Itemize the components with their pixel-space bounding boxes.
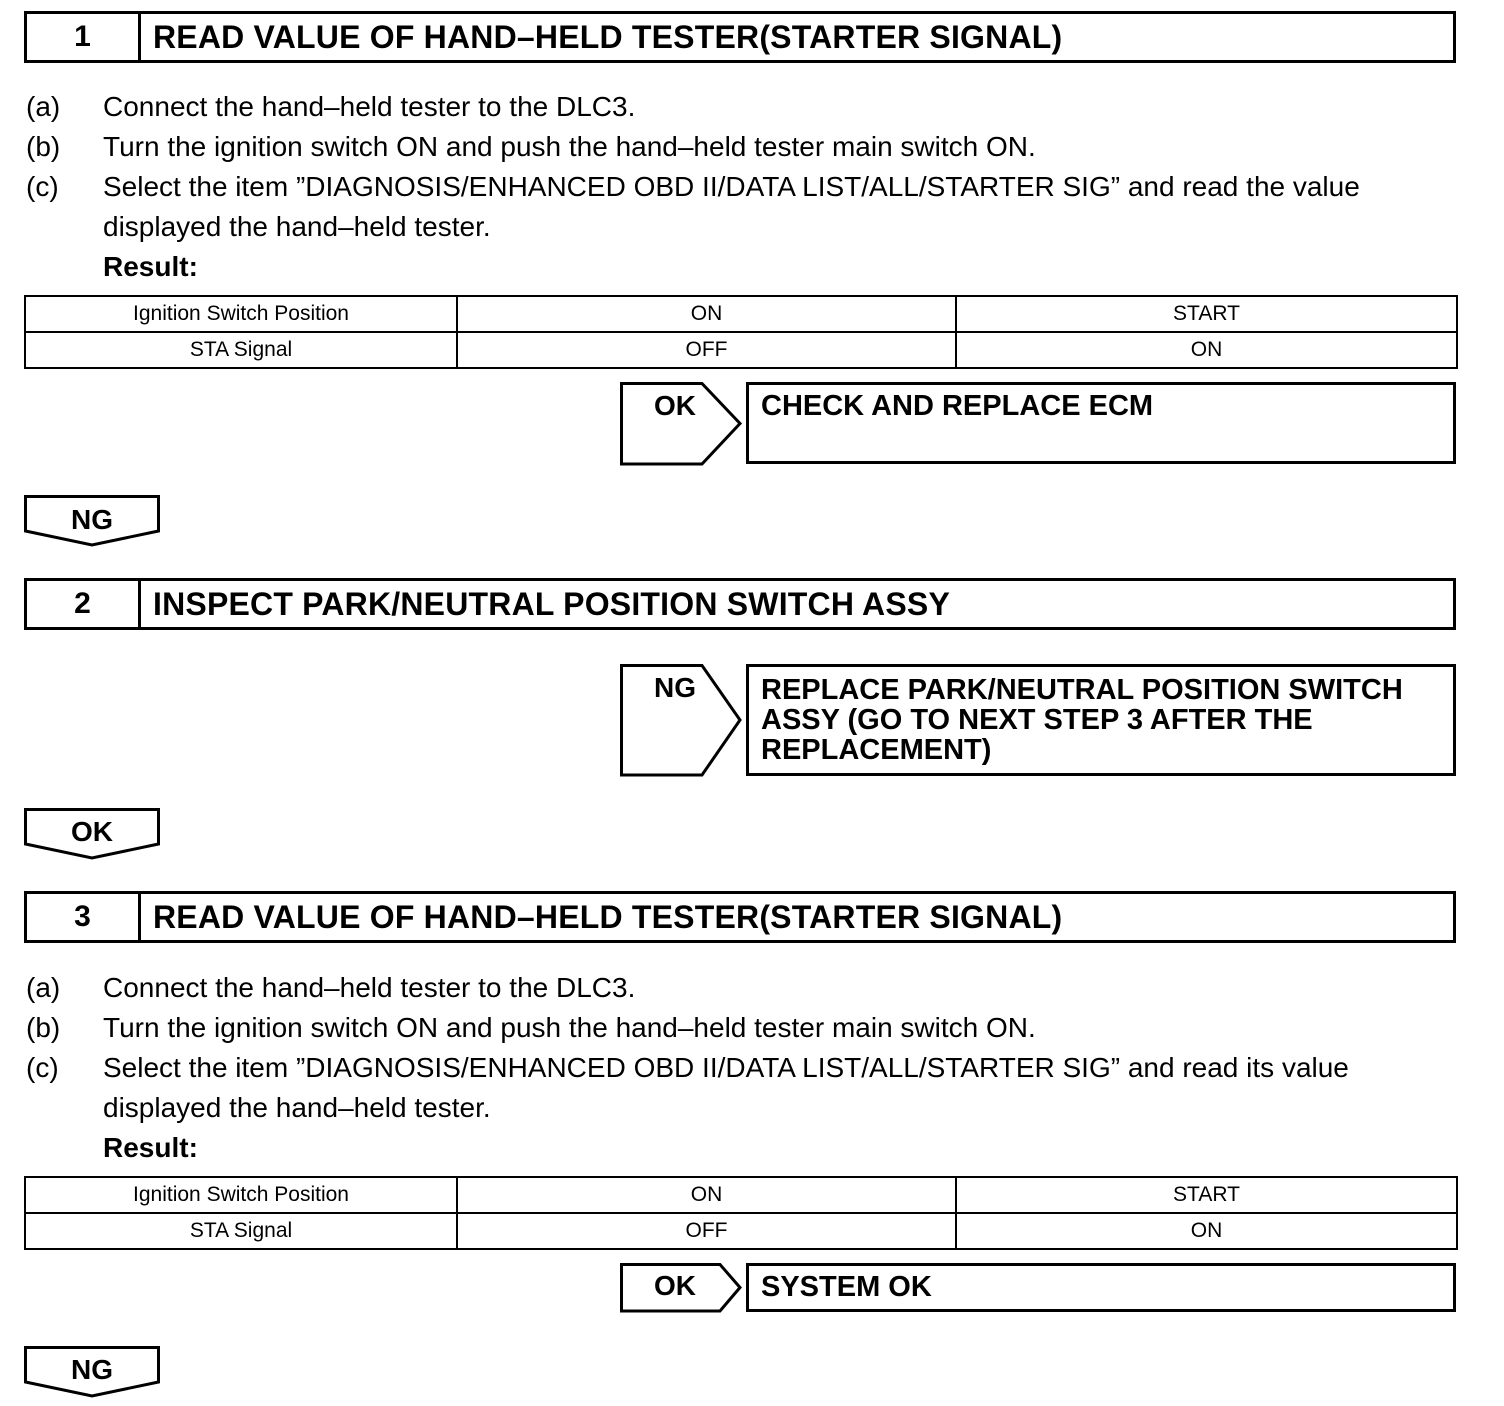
branch-label: OK	[654, 390, 696, 421]
branch-label: OK	[654, 1270, 696, 1301]
action-line: ASSY (GO TO NEXT STEP 3 AFTER THE	[761, 704, 1313, 736]
step-number: 1	[27, 14, 141, 60]
action-box	[746, 664, 1456, 776]
table-cell: Ignition Switch Position	[25, 296, 457, 332]
step-3-header	[24, 891, 1456, 943]
instruction-label: (a)	[26, 91, 61, 122]
instruction-label: (c)	[26, 171, 59, 202]
result-table	[24, 295, 1458, 369]
step-2-header	[24, 578, 1456, 630]
action-box: SYSTEM OK	[746, 1263, 1456, 1312]
action-line: REPLACEMENT)	[761, 734, 992, 766]
table-row	[25, 332, 1457, 368]
flow-label: OK	[71, 816, 113, 847]
instruction-label: (a)	[26, 972, 61, 1003]
instruction-text: Connect the hand–held tester to the DLC3.	[103, 972, 636, 1003]
table-cell: Ignition Switch Position	[25, 1177, 457, 1213]
step-1-header	[24, 11, 1456, 63]
step-number: 2	[27, 581, 141, 627]
instruction-label: (b)	[26, 1012, 61, 1043]
table-row	[25, 296, 1457, 332]
result-label: Result:	[103, 1132, 198, 1163]
table-cell: ON	[457, 296, 956, 332]
table-row	[25, 1177, 1457, 1213]
instruction-label: (b)	[26, 131, 61, 162]
instruction-text: Select the item ”DIAGNOSIS/ENHANCED OBD II/DATA LIST/ALL/STARTER SIG” and read the value	[103, 171, 1360, 202]
flow-label: NG	[71, 1354, 113, 1385]
flow-label: NG	[71, 504, 113, 535]
table-cell: OFF	[457, 332, 956, 368]
action-box: CHECK AND REPLACE ECM	[746, 382, 1456, 464]
action-line: REPLACE PARK/NEUTRAL POSITION SWITCH	[761, 674, 1403, 706]
step-title: READ VALUE OF HAND–HELD TESTER(STARTER SIGNAL)	[153, 898, 1063, 935]
instruction-text: Turn the ignition switch ON and push the hand–held tester main switch ON.	[103, 1012, 1036, 1043]
instruction-text: displayed the hand–held tester.	[103, 1092, 491, 1123]
table-cell: ON	[956, 1213, 1457, 1249]
table-cell: STA Signal	[25, 332, 457, 368]
step-title: READ VALUE OF HAND–HELD TESTER(STARTER SIGNAL)	[153, 18, 1063, 55]
table-row	[25, 1213, 1457, 1249]
instruction-text: Select the item ”DIAGNOSIS/ENHANCED OBD II/DATA LIST/ALL/STARTER SIG” and read its value	[103, 1052, 1349, 1083]
step-title: INSPECT PARK/NEUTRAL POSITION SWITCH ASSY	[153, 585, 950, 622]
result-table	[24, 1176, 1458, 1250]
table-cell: START	[956, 1177, 1457, 1213]
table-cell: STA Signal	[25, 1213, 457, 1249]
result-label: Result:	[103, 251, 198, 282]
step-number: 3	[27, 894, 141, 940]
table-cell: START	[956, 296, 1457, 332]
instruction-text: displayed the hand–held tester.	[103, 211, 491, 242]
table-cell: ON	[956, 332, 1457, 368]
table-cell: ON	[457, 1177, 956, 1213]
instruction-text: Connect the hand–held tester to the DLC3.	[103, 91, 636, 122]
branch-label: NG	[654, 672, 696, 703]
instruction-label: (c)	[26, 1052, 59, 1083]
table-cell: OFF	[457, 1213, 956, 1249]
instruction-text: Turn the ignition switch ON and push the hand–held tester main switch ON.	[103, 131, 1036, 162]
